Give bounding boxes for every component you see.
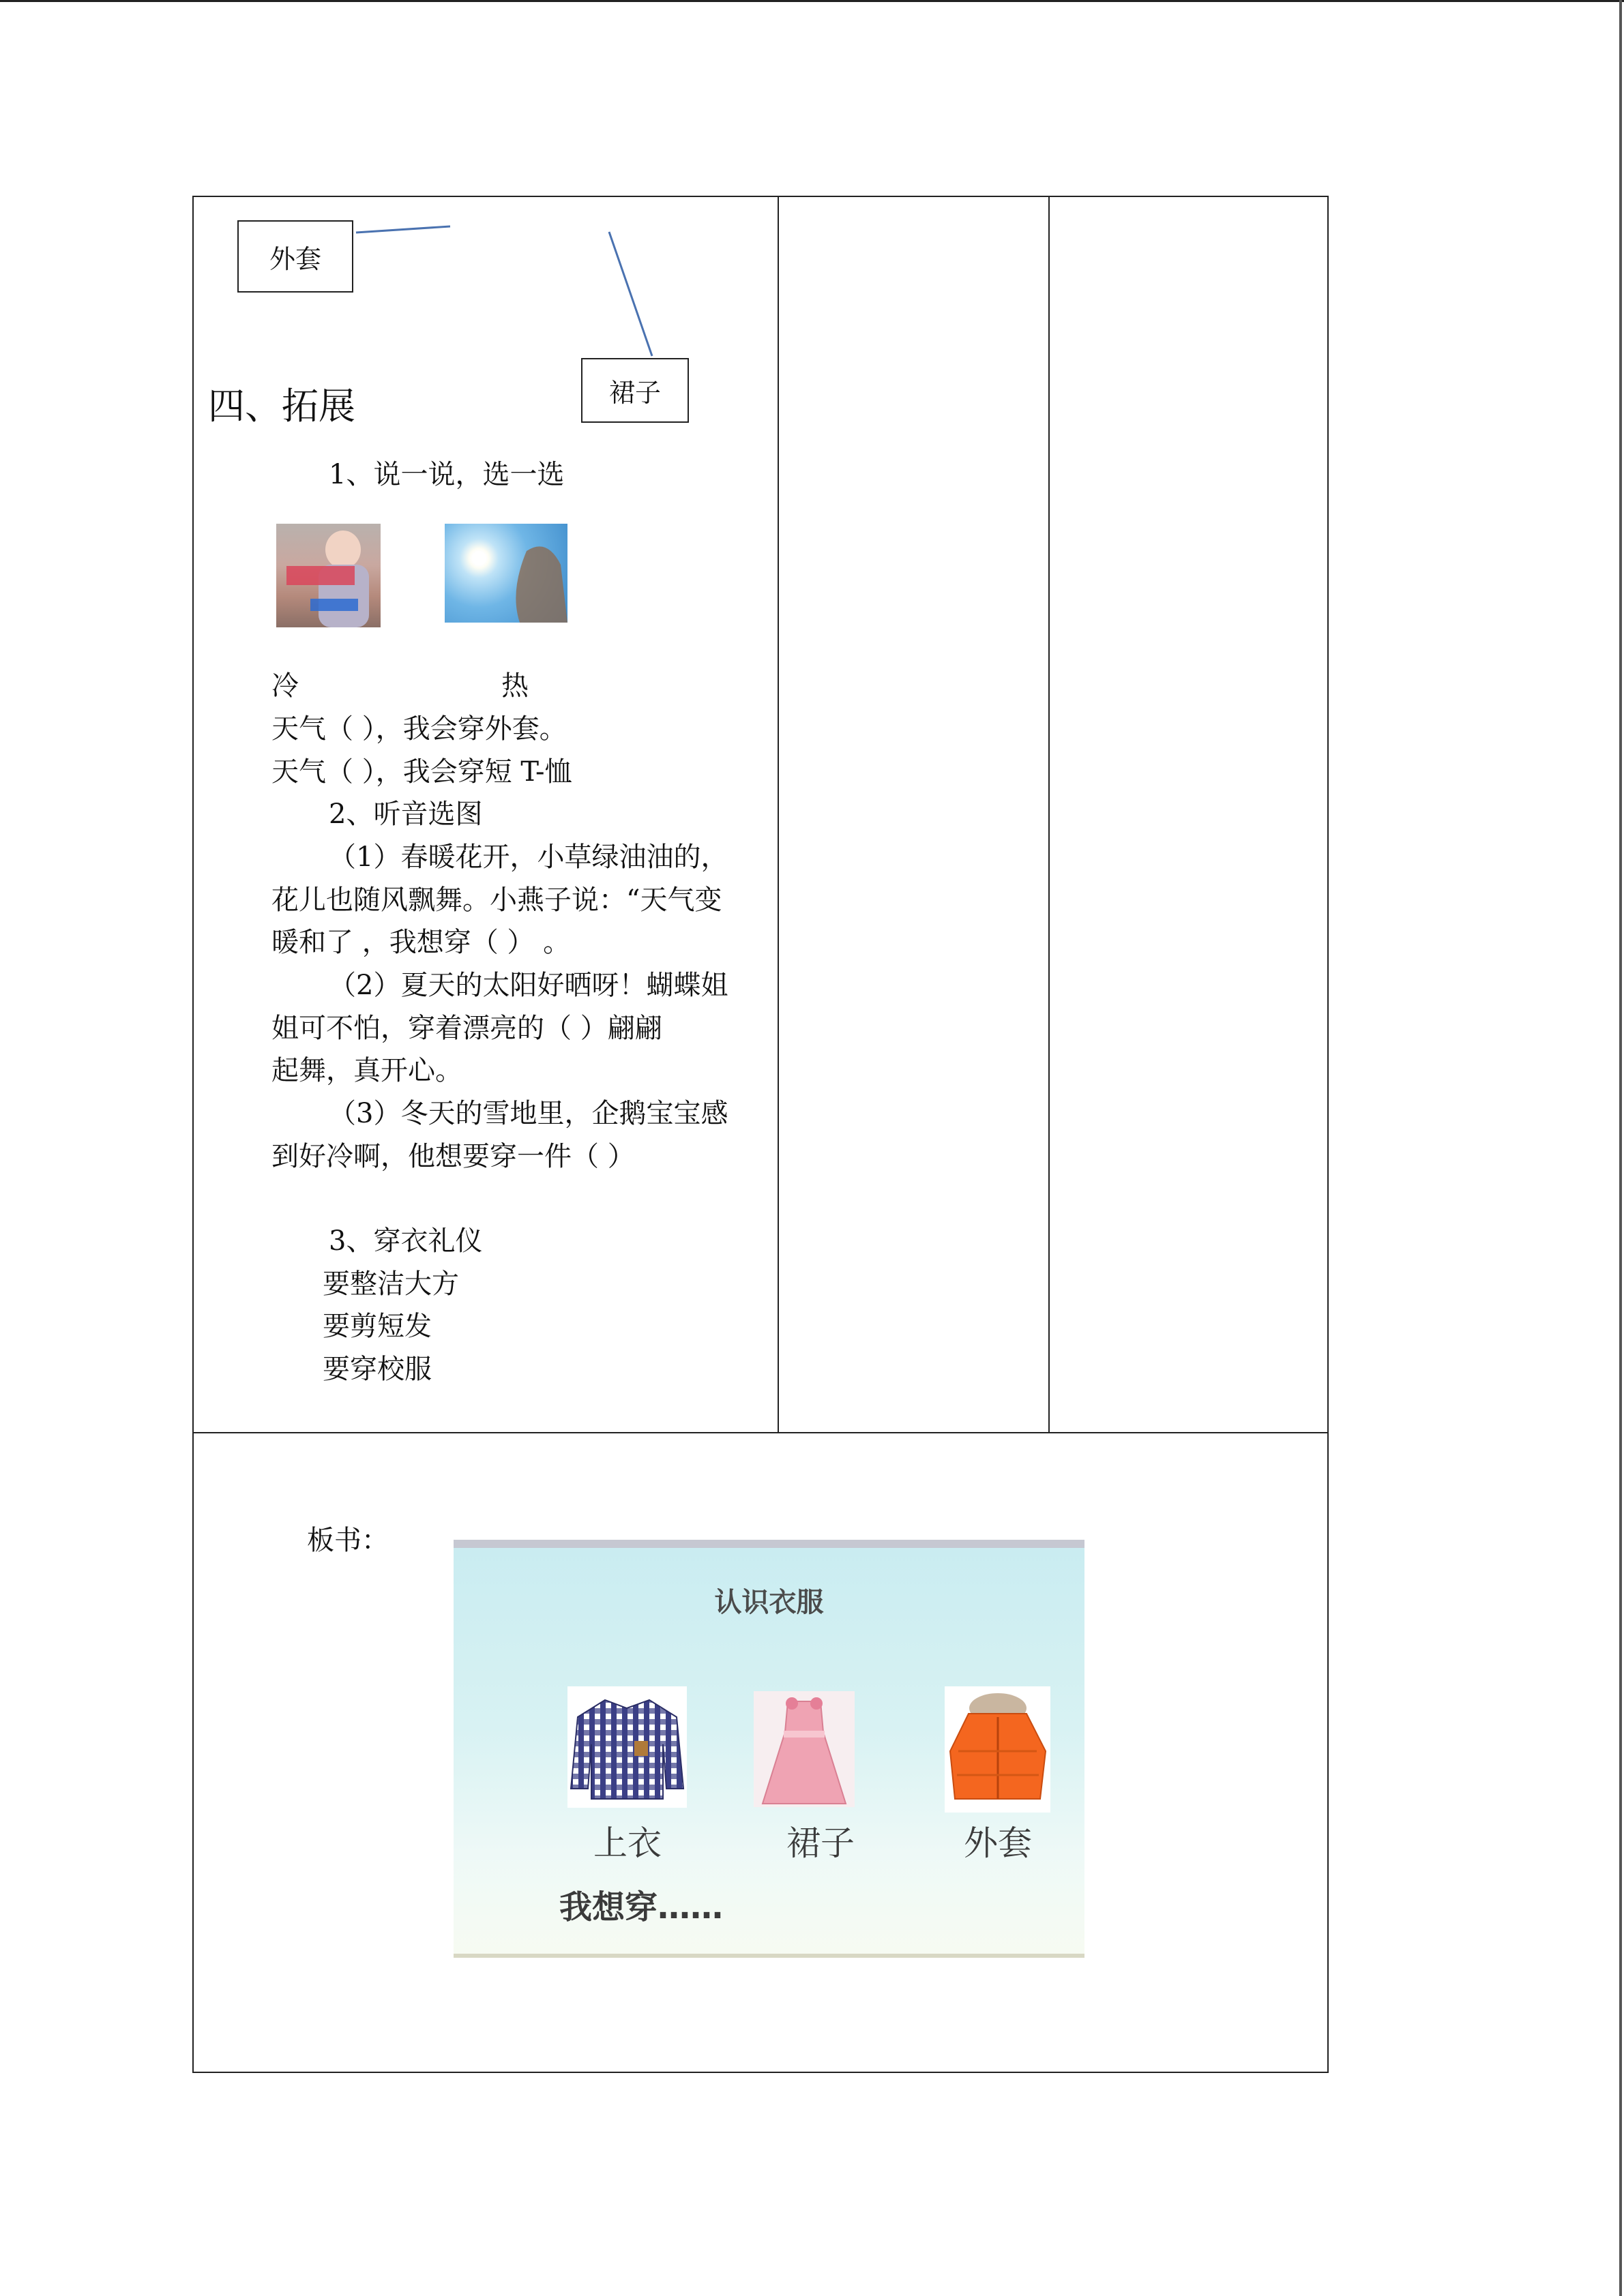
hot-weather-photo (445, 524, 567, 623)
item2-line-4: （2）夏天的太阳好晒呀！蝴蝶姐 (329, 970, 728, 1001)
slide-title: 认识衣服 (714, 1587, 824, 1618)
etiquette-line-2: 要剪短发 (323, 1311, 432, 1342)
item1-title: 1、说一说，选一选 (329, 459, 565, 490)
item3-title: 3、穿衣礼仪 (329, 1225, 483, 1257)
tshirt-sentence: 天气（ ），我会穿短 T-恤 (271, 756, 572, 788)
sun-and-girl-image (445, 524, 567, 623)
caption-skirt: 裙子 (786, 1823, 855, 1863)
etiquette-line-3: 要穿校服 (323, 1354, 432, 1385)
caption-shirt: 上衣 (593, 1823, 662, 1863)
item2-line-1: （1）春暖花开，小草绿油油的， (329, 841, 728, 873)
etiquette-line-1: 要整洁大方 (323, 1268, 459, 1300)
item2-line-7: （3）冬天的雪地里，企鹅宝宝感 (329, 1098, 728, 1129)
item2-line-3: 暖和了 ，我想穿（ ） 。 (271, 927, 571, 958)
hot-label: 热 (501, 670, 529, 702)
skirt-label-box: 裙子 (581, 358, 689, 423)
item2-line-8: 到好冷啊，他想要穿一件（ ） (271, 1141, 635, 1172)
section-title: 四、拓展 (208, 385, 355, 428)
coat-image (945, 1686, 1050, 1813)
caption-coat: 外套 (964, 1823, 1032, 1863)
dress-image (754, 1691, 855, 1807)
coat-label-box: 外套 (237, 220, 353, 293)
cold-weather-photo (276, 524, 381, 627)
child-in-coat-image (276, 524, 381, 627)
item2-line-6: 起舞，真开心。 (271, 1055, 462, 1086)
slide-footer: 我想穿…… (559, 1888, 724, 1926)
cold-label: 冷 (271, 670, 299, 702)
coat-sentence: 天气（ ），我会穿外套。 (271, 713, 567, 745)
board-slide (454, 1540, 1084, 1958)
item2-line-2: 花儿也随风飘舞。小燕子说：“天气变 (271, 884, 722, 916)
board-label: 板书： (307, 1525, 389, 1556)
item2-title: 2、听音选图 (329, 799, 483, 830)
item2-line-5: 姐可不怕，穿着漂亮的（ ）翩翩 (271, 1013, 662, 1044)
shirt-image (567, 1686, 687, 1808)
